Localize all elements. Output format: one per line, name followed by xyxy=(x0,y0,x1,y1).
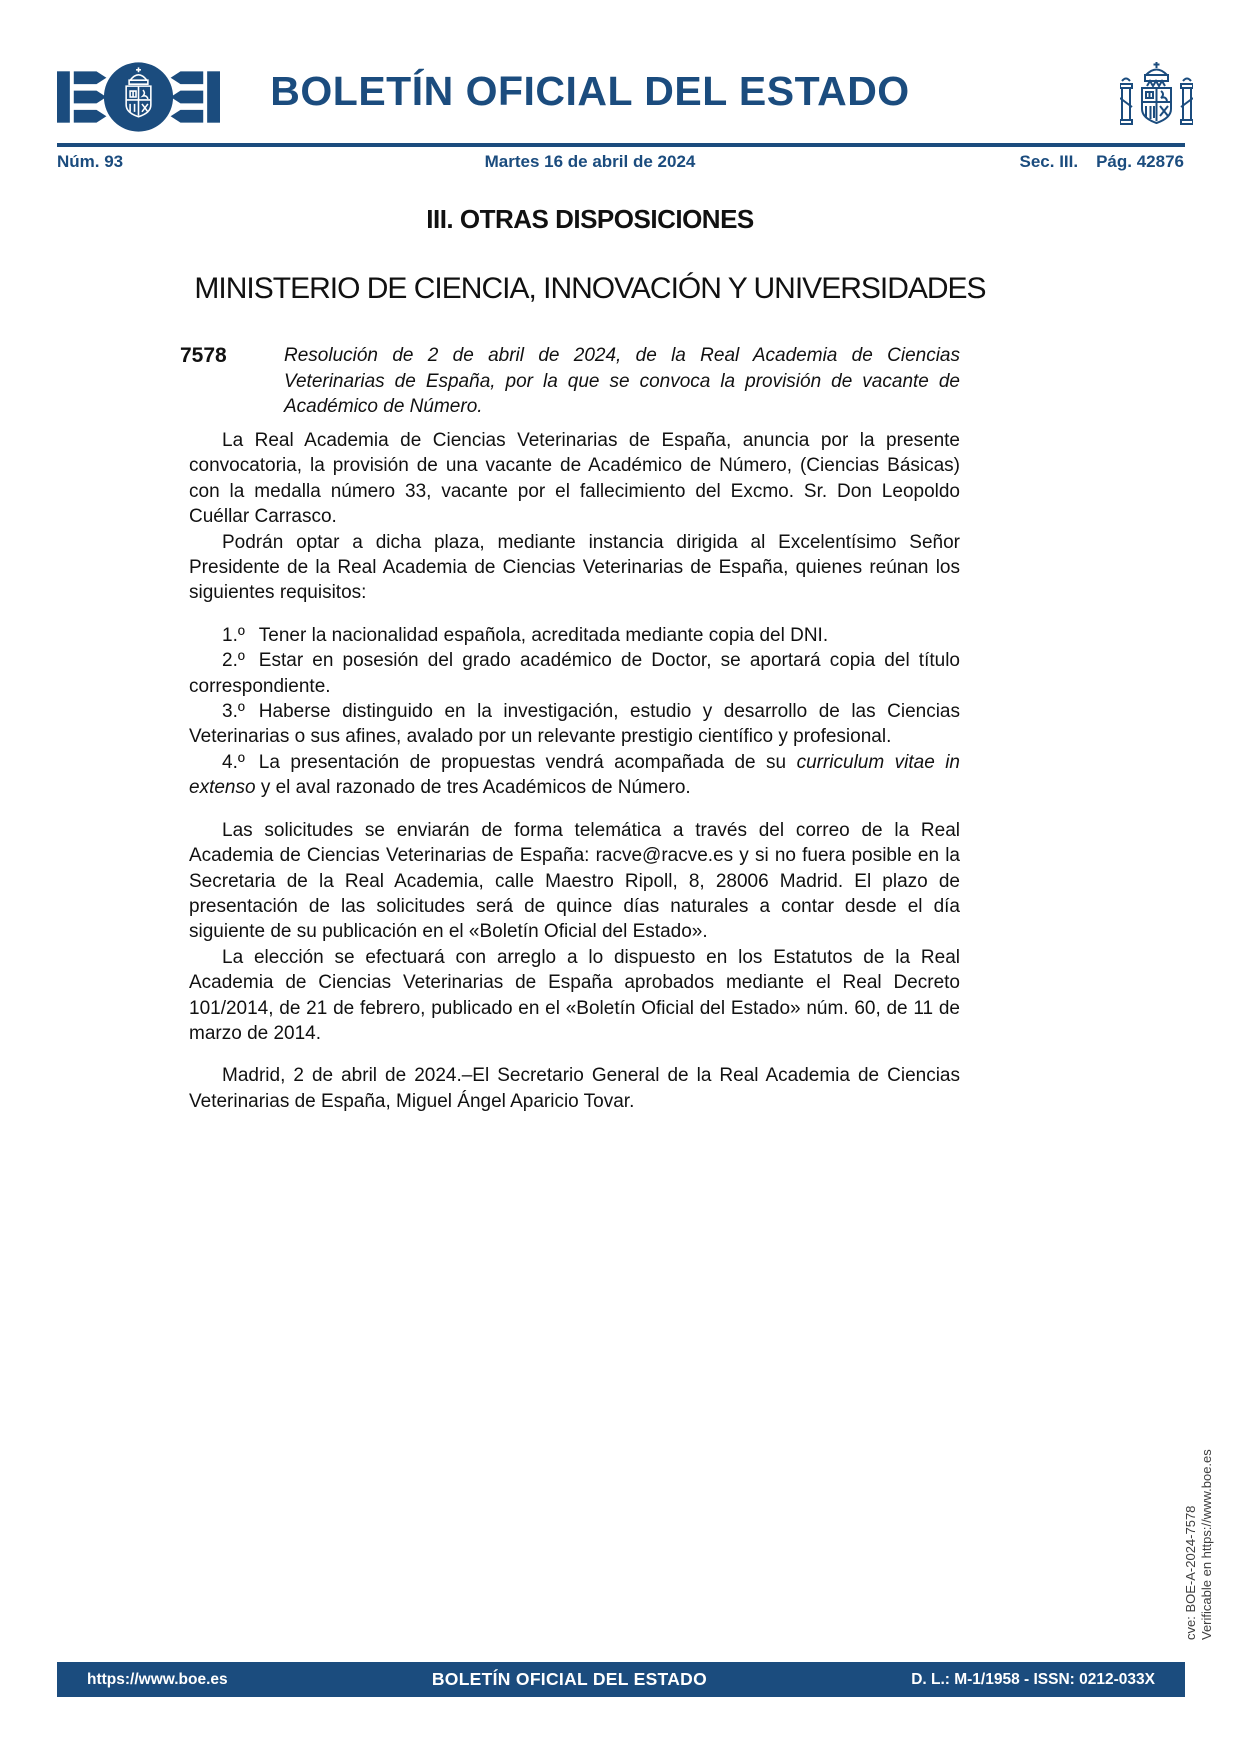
spanish-coat-of-arms-icon xyxy=(1120,60,1193,142)
requirement-number: 2.º xyxy=(222,650,245,672)
cve-vertical-text xyxy=(1183,1400,1215,1640)
footer-legal: D. L.: M-1/1958 - ISSN: 0212-033X xyxy=(911,1670,1155,1688)
abstract-line: Resolución de 2 de abril de 2024, de la Real Academia de Ciencias xyxy=(284,345,960,366)
footer-bar xyxy=(57,1662,1185,1697)
ministry-heading: MINISTERIO DE CIENCIA, INNOVACIÓN Y UNIVERSIDADES xyxy=(194,272,986,305)
requirement-text-italic: curriculum vitae in extenso xyxy=(189,751,960,799)
section-heading: III. OTRAS DISPOSICIONES xyxy=(426,204,754,234)
requirement-item xyxy=(189,750,960,801)
masthead-title: BOLETÍN OFICIAL DEL ESTADO xyxy=(270,68,910,114)
requirement-item xyxy=(189,699,960,750)
requirement-text: Estar en posesión del grado académico de Doctor, se aportará copia del título correspondiente. xyxy=(189,650,960,697)
footer-url: https://www.boe.es xyxy=(87,1670,228,1688)
cve-verify-url: Verificable en https://www.boe.es xyxy=(1199,1449,1214,1640)
requirement-number: 4.º xyxy=(222,751,245,773)
paragraph: La Real Academia de Ciencias Veterinarias de España, anuncia por la presente convocatoria, la provisión de una vacante de Académico de Número, (Ciencias Básicas) con la medalla número 33, vacante por el fallecimiento del Excmo. Sr. Don Leopoldo Cuéllar Carrasco. xyxy=(189,430,960,528)
abstract-line: Académico de Número. xyxy=(284,396,483,417)
requirement-item xyxy=(189,648,960,699)
requirement-text: y el aval razonado de tres Académicos de Número. xyxy=(255,777,691,799)
section-label: Sec. III. xyxy=(1019,152,1079,171)
requirement-text: Haberse distinguido en la investigación, estudio y desarrollo de las Ciencias Veterinarias o sus afines, avalado por un relevante prestigio científico y profesional. xyxy=(189,701,960,748)
closing-paragraph: Madrid, 2 de abril de 2024.–El Secretario General de la Real Academia de Ciencias Veterinarias de España, Miguel Ángel Aparicio Tovar. xyxy=(189,1065,960,1112)
paragraph: Podrán optar a dicha plaza, mediante instancia dirigida al Excelentísimo Señor Presidente de la Real Academia de Ciencias Veterinarias de España, quienes reúnan los siguientes requisitos: xyxy=(189,531,960,604)
header-meta-row xyxy=(0,152,1241,174)
paragraph: Las solicitudes se enviarán de forma telemática a través del correo de la Real Academia de Ciencias Veterinarias de España: racve@racve.es y si no fuera posible en la Secretaria de la Real Academia, calle Maestro Ripoll, 8, 28006 Madrid. El plazo de presentación de las solicitudes será de quince días naturales a contar desde el día siguiente de su publicación en el «Boletín Oficial del Estado». xyxy=(189,819,960,943)
requirement-item xyxy=(189,623,960,648)
footer-title: BOLETÍN OFICIAL DEL ESTADO xyxy=(431,1669,708,1689)
page-number: Pág. 42876 xyxy=(1096,152,1184,171)
issue-number: Núm. 93 xyxy=(57,152,124,171)
issue-date: Martes 16 de abril de 2024 xyxy=(484,152,696,171)
requirement-number: 3.º xyxy=(222,701,245,723)
abstract-line: Veterinarias de España, por la que se convoca la provisión de vacante de xyxy=(284,370,960,392)
header-rule xyxy=(57,143,1185,147)
cve-code: cve: BOE-A-2024-7578 xyxy=(1183,1505,1198,1640)
entry-abstract xyxy=(284,343,960,420)
requirement-text: La presentación de propuestas vendrá acompañada de su xyxy=(258,751,797,773)
entry-body xyxy=(189,428,960,1114)
requirement-number: 1.º xyxy=(222,624,245,646)
requirement-text: Tener la nacionalidad española, acreditada mediante copia del DNI. xyxy=(258,624,829,646)
entry-number: 7578 xyxy=(180,344,227,367)
paragraph: La elección se efectuará con arreglo a lo dispuesto en los Estatutos de la Real Academia de Ciencias Veterinarias de España aprobados mediante el Real Decreto 101/2014, de 21 de febrero, publicado en el «Boletín Oficial del Estado» núm. 60, de 11 de marzo de 2014. xyxy=(189,946,960,1044)
